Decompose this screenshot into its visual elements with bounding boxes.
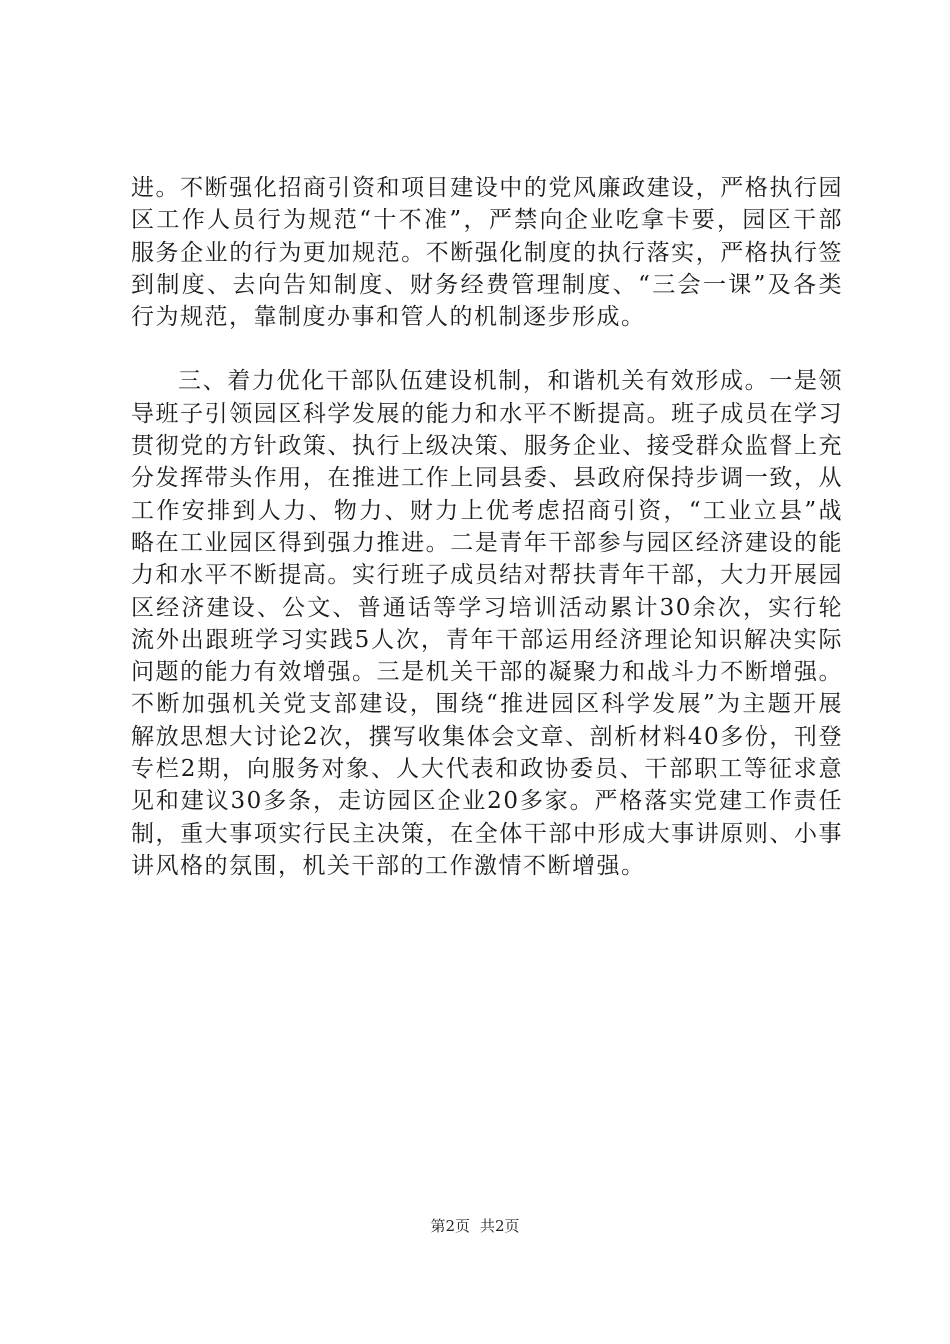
page-footer bbox=[0, 1216, 950, 1236]
page-number: 第2页 bbox=[430, 1217, 470, 1235]
document-body bbox=[131, 172, 843, 882]
paragraph-continuation: 进。不断强化招商引资和项目建设中的党风廉政建设，严格执行园区工作人员行为规范“十不准”，严禁向企业吃拿卡要，园区干部服务企业的行为更加规范。不断强化制度的执行落实，严格执行签到制度、去向告知制度、财务经费管理制度、“三会一课”及各类行为规范，靠制度办事和管人的机制逐步形成。 bbox=[131, 175, 843, 331]
paragraph-section-three: 三、着力优化干部队伍建设机制，和谐机关有效形成。一是领导班子引领园区科学发展的能力和水平不断提高。班子成员在学习贯彻党的方针政策、执行上级决策、服务企业、接受群众监督上充分发挥带头作用，在推进工作上同县委、县政府保持步调一致，从工作安排到人力、物力、财力上优考虑招商引资，“工业立县”战略在工业园区得到强力推进。二是青年干部参与园区经济建设的能力和水平不断提高。实行班子成员结对帮扶青年干部，大力开展园区经济建设、公文、普通话等学习培训活动累计30余次，实行轮流外出跟班学习实践5人次，青年干部运用经济理论知识解决实际问题的能力有效增强。三是机关干部的凝聚力和战斗力不断增强。不断加强机关党支部建设，围绕“推进园区科学发展”为主题开展解放思想大讨论2次，撰写收集体会文章、剖析材料40多份，刊登专栏2期，向服务对象、人大代表和政协委员、干部职工等征求意见和建议30多条，走访园区企业20多家。严格落实党建工作责任制，重大事项实行民主决策，在全体干部中形成大事讲原则、小事讲风格的氛围，机关干部的工作激情不断增强。 bbox=[131, 368, 843, 879]
page-total: 共2页 bbox=[480, 1217, 520, 1235]
